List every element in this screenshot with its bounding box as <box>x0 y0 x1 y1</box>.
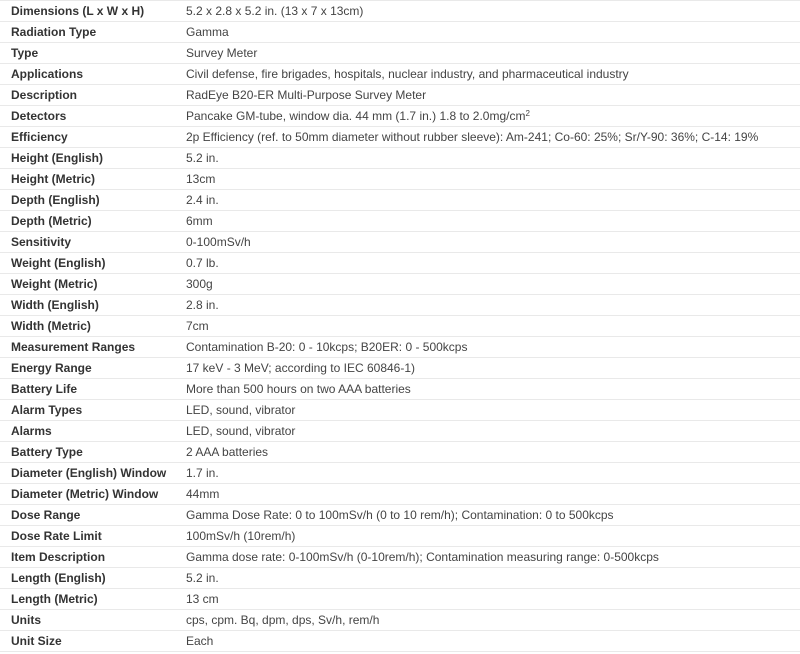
spec-value <box>180 400 800 421</box>
spec-value <box>180 505 800 526</box>
spec-value-text: 300g <box>186 277 213 291</box>
spec-value-text: 2.4 in. <box>186 193 219 207</box>
spec-value <box>180 484 800 505</box>
spec-value-text: 0.7 lb. <box>186 256 219 270</box>
spec-value <box>180 631 800 652</box>
spec-value-text: 5.2 in. <box>186 571 219 585</box>
spec-label: Type <box>11 46 39 60</box>
spec-value-text: 2 AAA batteries <box>186 445 269 459</box>
spec-value-text: 0-100mSv/h <box>186 235 251 249</box>
spec-value <box>180 169 800 190</box>
spec-row <box>0 337 800 358</box>
spec-label: Depth (English) <box>11 193 100 207</box>
spec-value <box>180 253 800 274</box>
spec-label: Sensitivity <box>11 235 72 249</box>
spec-row <box>0 43 800 64</box>
spec-value-text: 100mSv/h (10rem/h) <box>186 529 296 543</box>
spec-row <box>0 631 800 652</box>
spec-row <box>0 64 800 85</box>
spec-row <box>0 379 800 400</box>
spec-value-text: 6mm <box>186 214 213 228</box>
spec-label: Length (English) <box>11 571 106 585</box>
spec-value-text: 13 cm <box>186 592 219 606</box>
spec-label: Width (English) <box>11 298 99 312</box>
spec-value <box>180 64 800 85</box>
spec-value <box>180 337 800 358</box>
spec-label: Alarms <box>11 424 52 438</box>
spec-label: Dose Rate Limit <box>11 529 102 543</box>
spec-row <box>0 358 800 379</box>
spec-row <box>0 484 800 505</box>
spec-value-text: Pancake GM-tube, window dia. 44 mm (1.7 in.) 1.8 to 2.0mg/cm <box>186 109 526 123</box>
spec-label: Battery Life <box>11 382 78 396</box>
spec-row <box>0 169 800 190</box>
spec-value-text: Gamma <box>186 25 229 39</box>
spec-label: Dimensions (L x W x H) <box>11 4 145 18</box>
spec-row <box>0 190 800 211</box>
spec-label: Applications <box>11 67 84 81</box>
spec-value-text: cps, cpm. Bq, dpm, dps, Sv/h, rem/h <box>186 613 380 627</box>
spec-value <box>180 547 800 568</box>
spec-label: Energy Range <box>11 361 92 375</box>
spec-label: Depth (Metric) <box>11 214 92 228</box>
spec-label: Alarm Types <box>11 403 83 417</box>
spec-row <box>0 400 800 421</box>
spec-value-text: 1.7 in. <box>186 466 219 480</box>
spec-value-text: Each <box>186 634 214 648</box>
spec-value-text: LED, sound, vibrator <box>186 424 296 438</box>
spec-value <box>180 568 800 589</box>
spec-row <box>0 232 800 253</box>
spec-value-superscript: 2 <box>525 109 530 118</box>
spec-label: Radiation Type <box>11 25 97 39</box>
spec-value <box>180 526 800 547</box>
spec-value <box>180 148 800 169</box>
spec-label: Width (Metric) <box>11 319 91 333</box>
spec-value <box>180 106 800 127</box>
spec-value-text: 13cm <box>186 172 216 186</box>
spec-value-text: Gamma dose rate: 0-100mSv/h (0-10rem/h); Contamination measuring range: 0-500kcps <box>186 550 659 564</box>
spec-label: Efficiency <box>11 130 68 144</box>
spec-label: Battery Type <box>11 445 83 459</box>
spec-row <box>0 127 800 148</box>
spec-value-text: 17 keV - 3 MeV; according to IEC 60846-1) <box>186 361 416 375</box>
spec-value-text: 2p Efficiency (ref. to 50mm diameter without rubber sleeve): Am-241; Co-60: 25%; Sr/Y-90: 36%; C-14: 19% <box>186 130 759 144</box>
spec-row <box>0 295 800 316</box>
spec-value-text: 2.8 in. <box>186 298 219 312</box>
spec-row <box>0 505 800 526</box>
spec-row <box>0 148 800 169</box>
spec-row <box>0 106 800 127</box>
spec-row <box>0 85 800 106</box>
spec-row <box>0 526 800 547</box>
spec-row <box>0 610 800 631</box>
spec-value <box>180 43 800 64</box>
spec-value-text: Civil defense, fire brigades, hospitals, nuclear industry, and pharmaceutical industry <box>186 67 629 81</box>
spec-value-text: Survey Meter <box>186 46 258 60</box>
spec-value-text: More than 500 hours on two AAA batteries <box>186 382 411 396</box>
spec-label: Length (Metric) <box>11 592 98 606</box>
spec-value <box>180 274 800 295</box>
spec-value-text: Gamma Dose Rate: 0 to 100mSv/h (0 to 10 rem/h); Contamination: 0 to 500kcps <box>186 508 614 522</box>
spec-row <box>0 253 800 274</box>
spec-value-text: 5.2 in. <box>186 151 219 165</box>
specifications-body <box>0 1 800 652</box>
spec-value-text: 44mm <box>186 487 220 501</box>
spec-value <box>180 610 800 631</box>
spec-row <box>0 463 800 484</box>
spec-value <box>180 316 800 337</box>
spec-value <box>180 85 800 106</box>
spec-value <box>180 1 800 22</box>
spec-label: Dose Range <box>11 508 81 522</box>
spec-value-text: RadEye B20-ER Multi-Purpose Survey Meter <box>186 88 427 102</box>
spec-value-text: LED, sound, vibrator <box>186 403 296 417</box>
spec-value <box>180 127 800 148</box>
spec-row <box>0 421 800 442</box>
spec-row <box>0 589 800 610</box>
spec-row <box>0 568 800 589</box>
spec-label: Diameter (Metric) Window <box>11 487 159 501</box>
spec-row <box>0 442 800 463</box>
spec-value <box>180 463 800 484</box>
spec-value-text: Contamination B-20: 0 - 10kcps; B20ER: 0 - 500kcps <box>186 340 468 354</box>
spec-label: Unit Size <box>11 634 62 648</box>
spec-row <box>0 211 800 232</box>
spec-label: Detectors <box>11 109 67 123</box>
spec-value <box>180 358 800 379</box>
spec-label: Units <box>11 613 41 627</box>
spec-value <box>180 589 800 610</box>
spec-label: Weight (Metric) <box>11 277 98 291</box>
spec-row <box>0 547 800 568</box>
spec-label: Measurement Ranges <box>11 340 136 354</box>
spec-value-text: 7cm <box>186 319 209 333</box>
spec-row <box>0 316 800 337</box>
spec-label: Diameter (English) Window <box>11 466 167 480</box>
spec-value <box>180 232 800 253</box>
spec-value <box>180 22 800 43</box>
spec-value <box>180 295 800 316</box>
spec-row <box>0 1 800 22</box>
spec-label: Item Description <box>11 550 106 564</box>
spec-label: Height (English) <box>11 151 103 165</box>
spec-value <box>180 379 800 400</box>
spec-value <box>180 442 800 463</box>
spec-row <box>0 274 800 295</box>
spec-label: Height (Metric) <box>11 172 95 186</box>
spec-value <box>180 421 800 442</box>
spec-label: Description <box>11 88 78 102</box>
spec-value-text: 5.2 x 2.8 x 5.2 in. (13 x 7 x 13cm) <box>186 4 364 18</box>
spec-row <box>0 22 800 43</box>
spec-value <box>180 211 800 232</box>
spec-label: Weight (English) <box>11 256 106 270</box>
spec-value <box>180 190 800 211</box>
